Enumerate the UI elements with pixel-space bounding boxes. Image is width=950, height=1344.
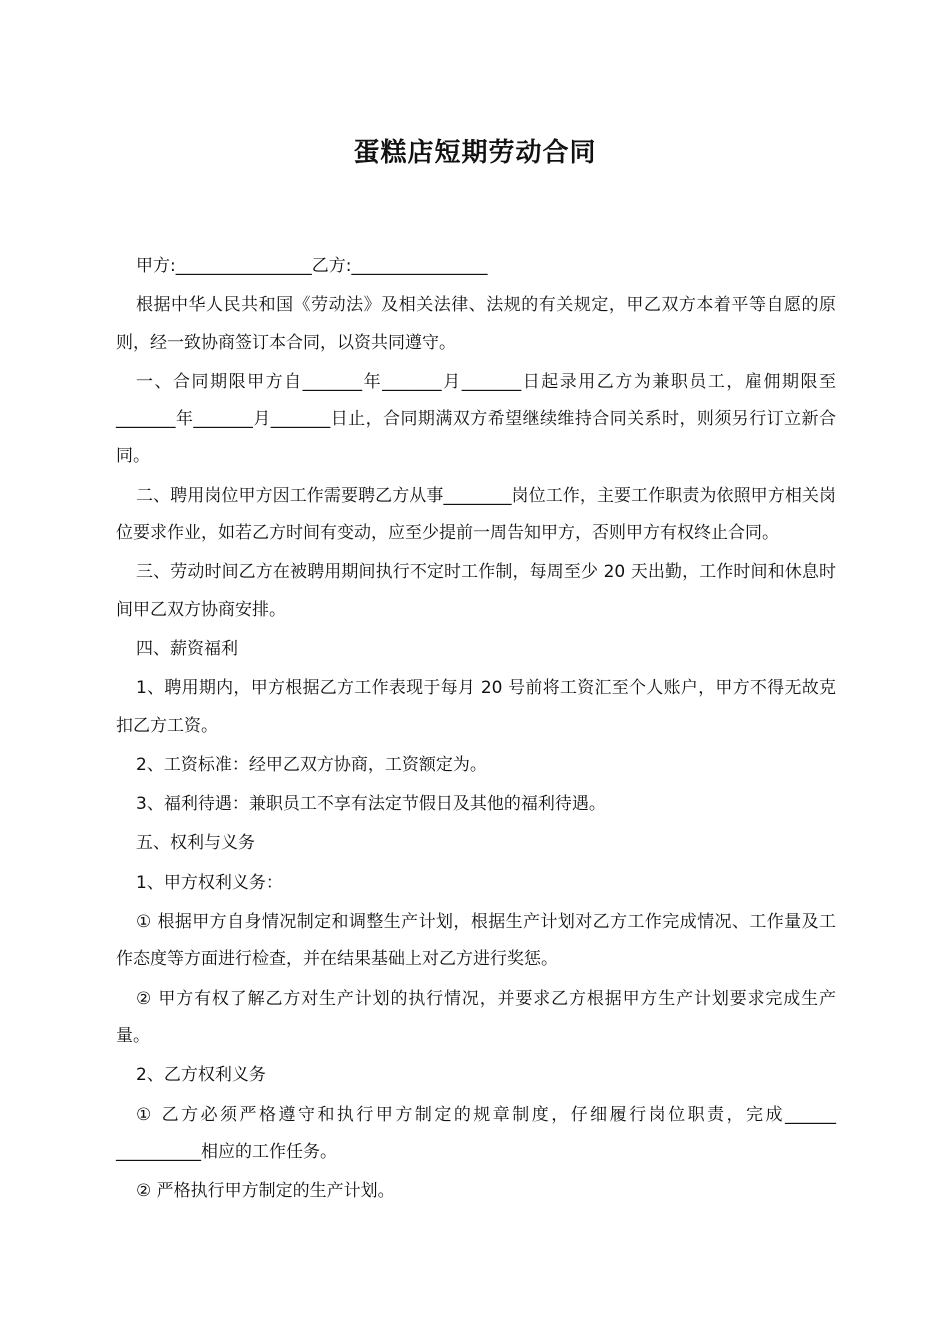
parties-line: 甲方:________________乙方:________________: [136, 256, 488, 276]
document-body: [116, 248, 842, 1212]
party-b-rights-heading: 2、乙方权利义务: [136, 1065, 266, 1086]
clause-term-paragraph: 一、合同期限甲方自_______年_______月_______日起录用乙方为兼职员工，雇佣期限至_______年_______月_______日止，合同期满双方希望继续维持合同关系时，则须另行订立新合同。: [116, 371, 836, 467]
party-a-right-2: ② 甲方有权了解乙方对生产计划的执行情况，并要求乙方根据甲方生产计划要求完成生产量。: [116, 988, 836, 1046]
preamble-paragraph: 根据中华人民共和国《劳动法》及相关法律、法规的有关规定，甲乙双方本着平等自愿的原则，经一致协商签订本合同，以资共同遵守。: [116, 295, 836, 353]
party-b-right-2: ② 严格执行甲方制定的生产计划。: [136, 1181, 395, 1202]
party-a-right-1: ① 根据甲方自身情况制定和调整生产计划，根据生产计划对乙方工作完成情况、工作量及工作态度等方面进行检查，并在结果基础上对乙方进行奖惩。: [116, 912, 836, 970]
section-heading-salary: 四、薪资福利: [136, 638, 238, 659]
salary-item-1: 1、聘用期内，甲方根据乙方工作表现于每月 20 号前将工资汇至个人账户，甲方不得无故克扣乙方工资。: [116, 678, 836, 736]
salary-item-3: 3、福利待遇：兼职员工不享有法定节假日及其他的福利待遇。: [136, 794, 606, 815]
party-b-right-1: ① 乙方必须严格遵守和执行甲方制定的规章制度，仔细履行岗位职责，完成______ __________相应的工作任务。: [116, 1104, 842, 1162]
document-title: 蛋糕店短期劳动合同: [353, 138, 597, 168]
section-heading-rights: 五、权利与义务: [136, 833, 255, 854]
salary-item-2: 2、工资标准：经甲乙双方协商，工资额定为。: [136, 754, 487, 775]
clause-hours-paragraph: 三、劳动时间乙方在被聘用期间执行不定时工作制，每周至少 20 天出勤，工作时间和休息时间甲乙双方协商安排。: [116, 562, 836, 620]
party-a-rights-heading: 1、甲方权利义务：: [136, 872, 283, 893]
clause-position-paragraph: 二、聘用岗位甲方因工作需要聘乙方从事________岗位工作，主要工作职责为依照甲方相关岗位要求作业，如若乙方时间有变动，应至少提前一周告知甲方，否则甲方有权终止合同。: [116, 485, 836, 544]
